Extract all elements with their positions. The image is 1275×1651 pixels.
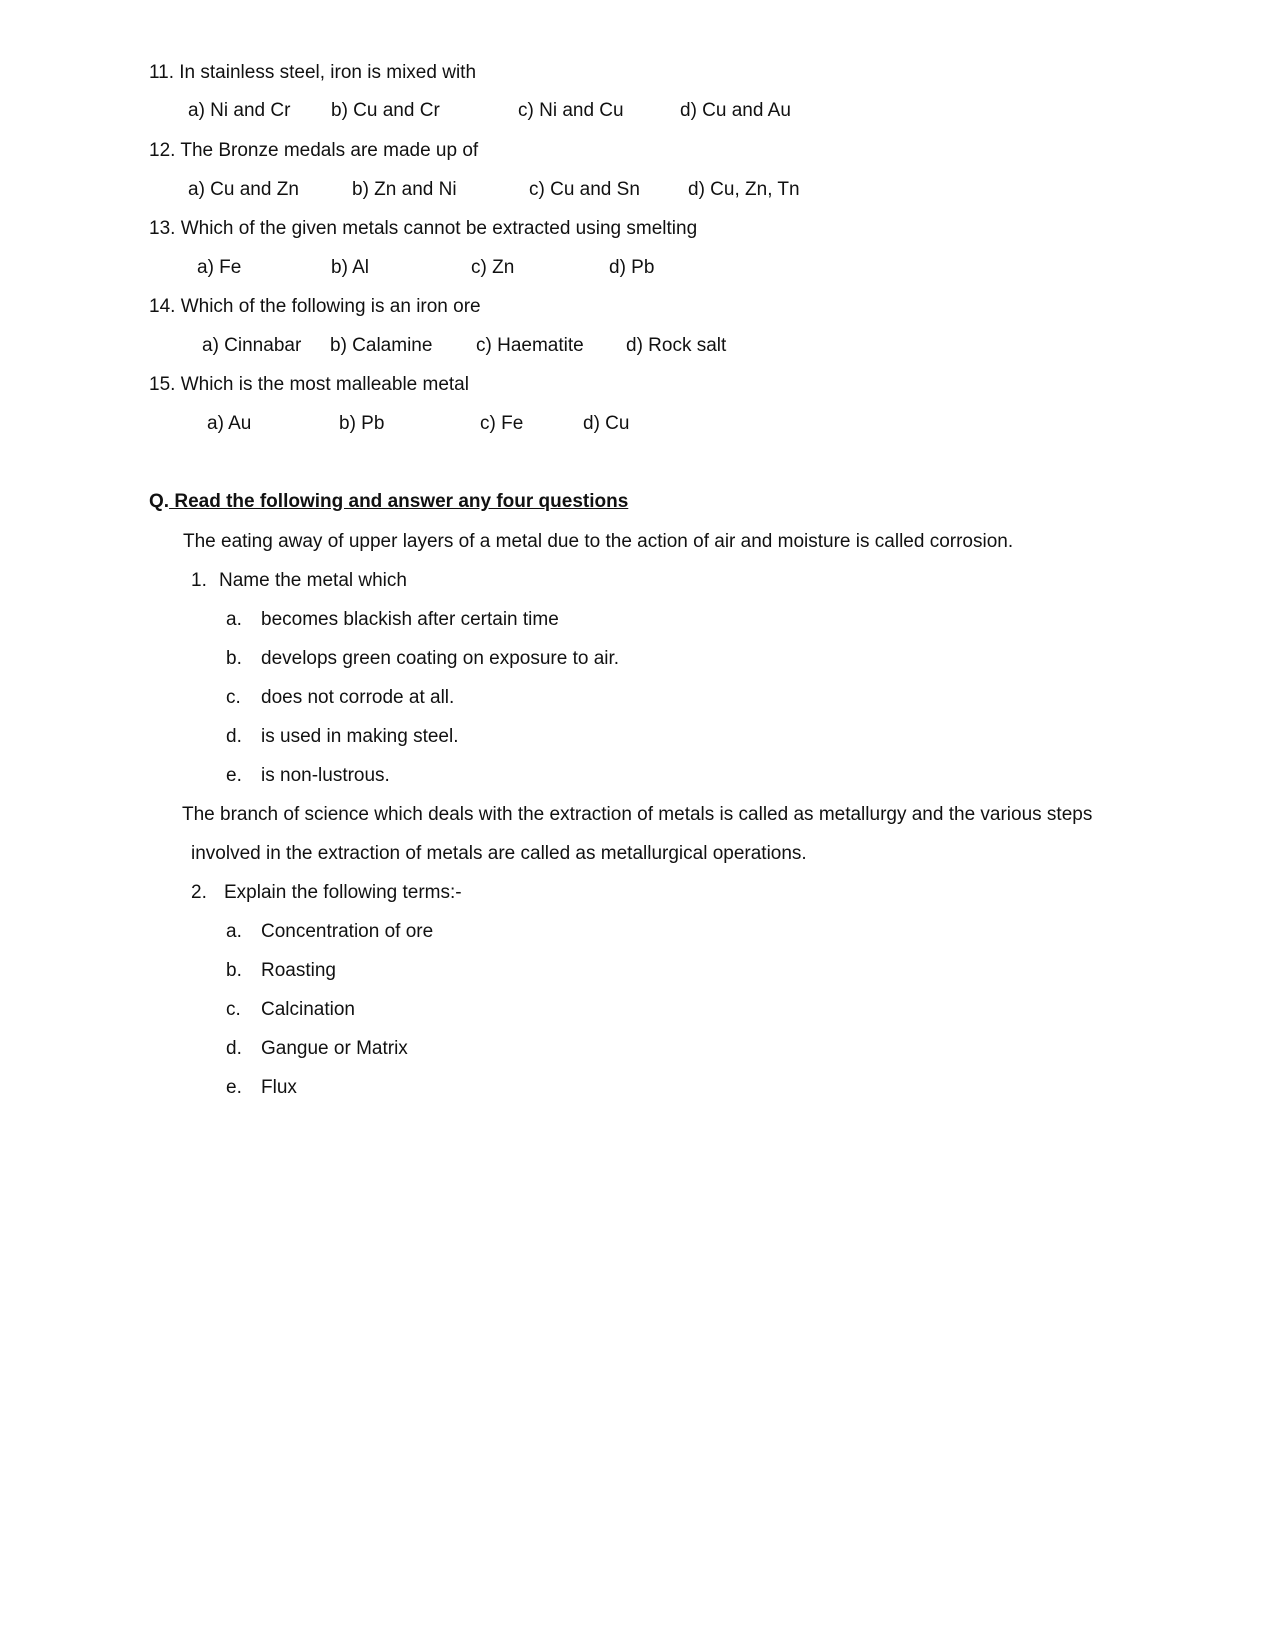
q13-option-a: a) Fe: [197, 257, 242, 278]
q1-item-letter: b.: [226, 648, 242, 669]
q14-option-a: a) Cinnabar: [202, 335, 302, 356]
q1-item-text: is non-lustrous.: [261, 765, 390, 786]
question-15: 15. Which is the most malleable metal: [149, 374, 469, 395]
q2-item-letter: a.: [226, 921, 242, 942]
q11-option-b: b) Cu and Cr: [331, 100, 440, 121]
question-14: 14. Which of the following is an iron ore: [149, 296, 481, 317]
q1-text: Name the metal which: [219, 570, 407, 591]
q2-item-text: Concentration of ore: [261, 921, 434, 942]
q2-item-text: Flux: [261, 1077, 297, 1098]
q14-option-c: c) Haematite: [476, 335, 584, 356]
q15-option-c: c) Fe: [480, 413, 524, 434]
question-11: 11. In stainless steel, iron is mixed with: [149, 62, 477, 83]
q2-item-text: Calcination: [261, 999, 355, 1020]
q1-item-text: becomes blackish after certain time: [261, 609, 559, 630]
q1-item-text: develops green coating on exposure to air.: [261, 648, 620, 669]
q2-item-text: Roasting: [261, 960, 336, 981]
passage-metallurgy-line-1: The branch of science which deals with the extraction of metals is called as metallurgy and the various steps: [182, 804, 1093, 825]
q1-item-letter: d.: [226, 726, 242, 747]
q14-option-d: d) Rock salt: [626, 335, 727, 356]
q13-option-d: d) Pb: [609, 257, 655, 278]
q1-item-text: is used in making steel.: [261, 726, 459, 747]
passage-corrosion: The eating away of upper layers of a metal due to the action of air and moisture is called corrosion.: [183, 531, 1014, 552]
q2-number: 2.: [191, 882, 207, 903]
q12-option-d: d) Cu, Zn, Tn: [688, 179, 800, 200]
section-heading: [149, 491, 628, 513]
q15-option-d: d) Cu: [583, 413, 630, 434]
section-title: Read the following and answer any four questions: [169, 491, 629, 512]
q1-item-letter: c.: [226, 687, 241, 708]
q2-item-letter: e.: [226, 1077, 242, 1098]
q2-item-letter: c.: [226, 999, 241, 1020]
q15-option-b: b) Pb: [339, 413, 385, 434]
q12-option-b: b) Zn and Ni: [352, 179, 457, 200]
q2-item-letter: d.: [226, 1038, 242, 1059]
q2-text: Explain the following terms:-: [224, 882, 462, 903]
q13-option-c: c) Zn: [471, 257, 515, 278]
q11-option-c: c) Ni and Cu: [518, 100, 624, 121]
section-prefix: Q.: [149, 491, 170, 512]
q12-option-c: c) Cu and Sn: [529, 179, 640, 200]
q1-item-text: does not corrode at all.: [261, 687, 455, 708]
q14-option-b: b) Calamine: [330, 335, 433, 356]
q1-item-letter: e.: [226, 765, 242, 786]
q11-option-a: a) Ni and Cr: [188, 100, 291, 121]
q2-item-letter: b.: [226, 960, 242, 981]
q12-option-a: a) Cu and Zn: [188, 179, 299, 200]
q13-option-b: b) Al: [331, 257, 370, 278]
q1-number: 1.: [191, 570, 207, 591]
q11-option-d: d) Cu and Au: [680, 100, 791, 121]
question-12: 12. The Bronze medals are made up of: [149, 140, 479, 161]
q2-item-text: Gangue or Matrix: [261, 1038, 408, 1059]
question-13: 13. Which of the given metals cannot be extracted using smelting: [149, 218, 698, 239]
q15-option-a: a) Au: [207, 413, 252, 434]
q1-item-letter: a.: [226, 609, 242, 630]
passage-metallurgy-line-2: involved in the extraction of metals are called as metallurgical operations.: [191, 843, 807, 864]
